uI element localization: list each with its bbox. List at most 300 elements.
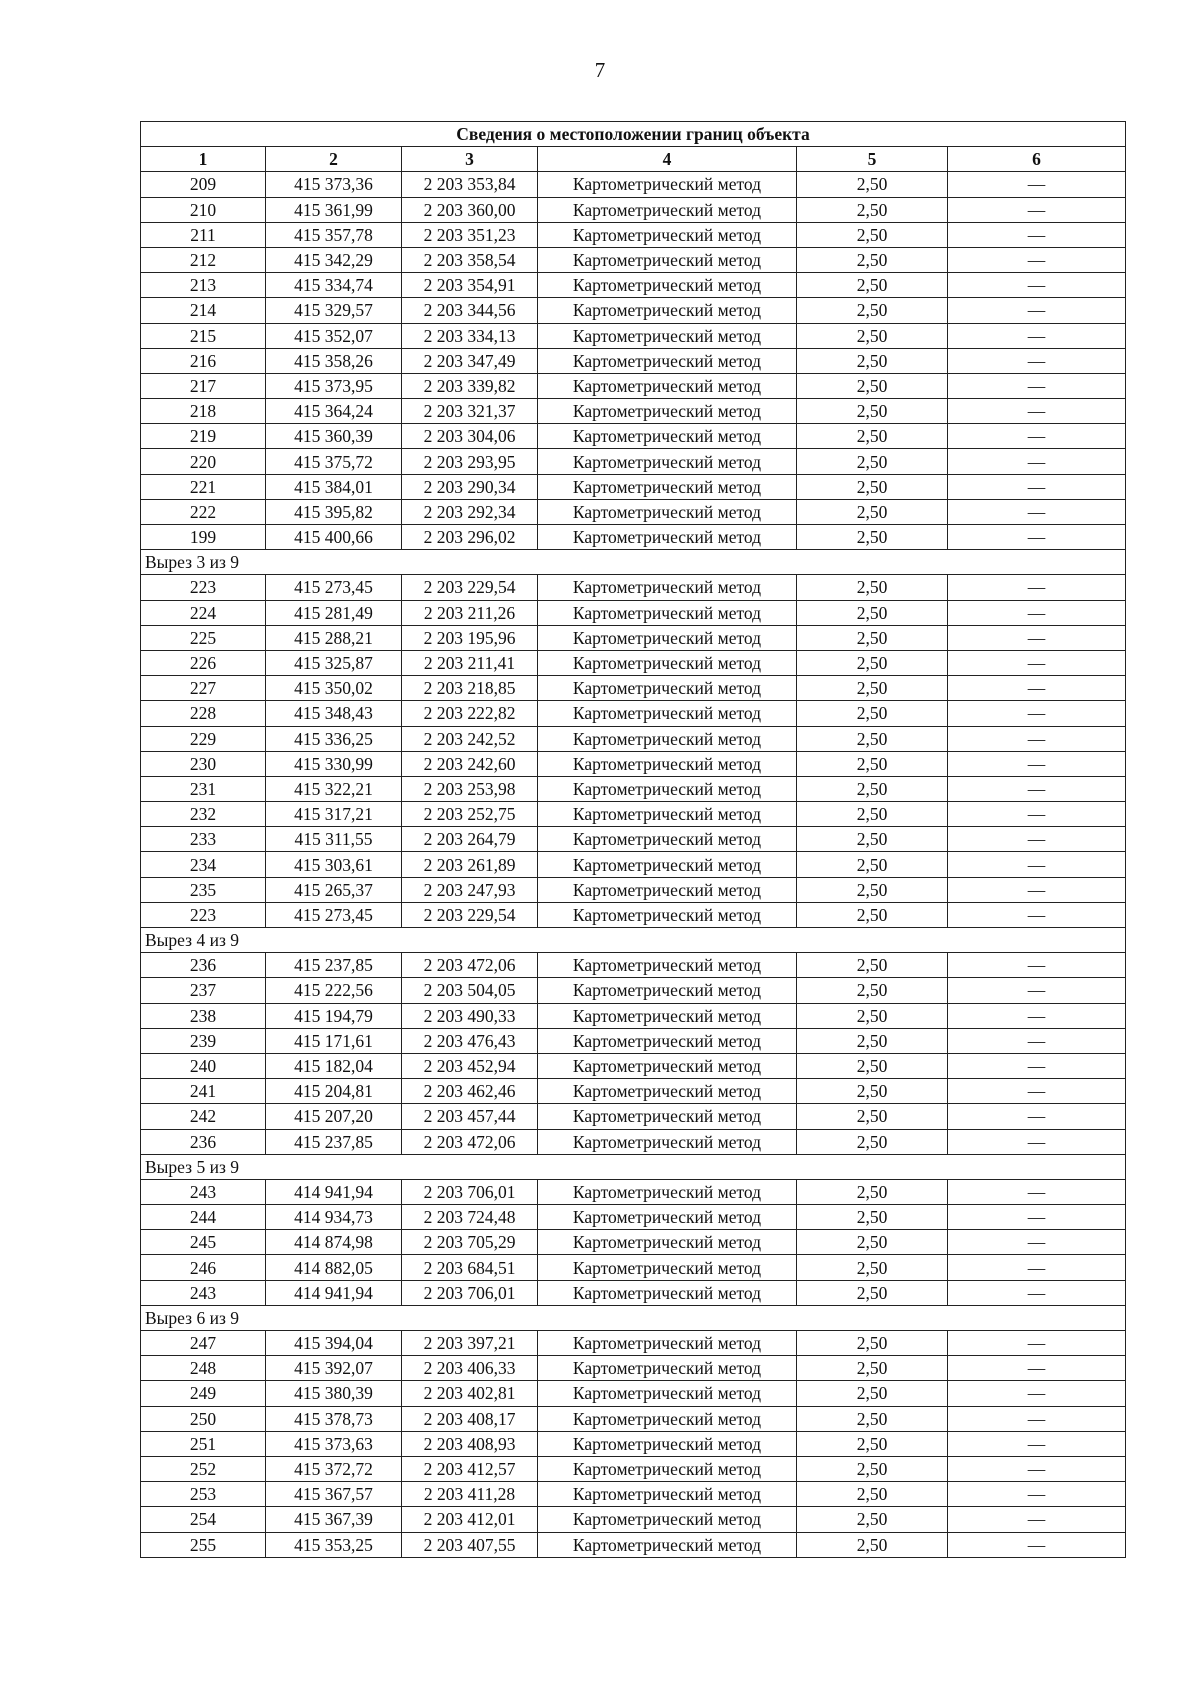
- x-coordinate-cell: 415 237,85: [266, 1129, 402, 1154]
- point-number-cell: 241: [141, 1079, 266, 1104]
- method-cell: Картометрический метод: [538, 1280, 797, 1305]
- point-number-cell: 244: [141, 1205, 266, 1230]
- table-row: [141, 625, 1126, 650]
- note-cell: —: [948, 1053, 1126, 1078]
- note-cell: —: [948, 751, 1126, 776]
- table-row: [141, 323, 1126, 348]
- accuracy-cell: 2,50: [797, 1179, 948, 1204]
- table-row: [141, 1431, 1126, 1456]
- point-number-cell: 255: [141, 1532, 266, 1557]
- table-row: [141, 1129, 1126, 1154]
- y-coordinate-cell: 2 203 411,28: [402, 1482, 538, 1507]
- x-coordinate-cell: 415 360,39: [266, 424, 402, 449]
- note-cell: —: [948, 1003, 1126, 1028]
- x-coordinate-cell: 415 373,63: [266, 1431, 402, 1456]
- note-cell: —: [948, 449, 1126, 474]
- table-row: [141, 1003, 1126, 1028]
- y-coordinate-cell: 2 203 407,55: [402, 1532, 538, 1557]
- x-coordinate-cell: 415 281,49: [266, 600, 402, 625]
- note-cell: —: [948, 676, 1126, 701]
- method-cell: Картометрический метод: [538, 1482, 797, 1507]
- y-coordinate-cell: 2 203 354,91: [402, 273, 538, 298]
- table-row: [141, 499, 1126, 524]
- method-cell: Картометрический метод: [538, 474, 797, 499]
- method-cell: Картометрический метод: [538, 625, 797, 650]
- table-row: [141, 1280, 1126, 1305]
- point-number-cell: 210: [141, 197, 266, 222]
- y-coordinate-cell: 2 203 457,44: [402, 1104, 538, 1129]
- x-coordinate-cell: 415 334,74: [266, 273, 402, 298]
- table-row: [141, 273, 1126, 298]
- table-row: [141, 726, 1126, 751]
- method-cell: Картометрический метод: [538, 247, 797, 272]
- x-coordinate-cell: 414 882,05: [266, 1255, 402, 1280]
- method-cell: Картометрический метод: [538, 600, 797, 625]
- x-coordinate-cell: 415 171,61: [266, 1028, 402, 1053]
- method-cell: Картометрический метод: [538, 1104, 797, 1129]
- section-row: [141, 928, 1126, 953]
- point-number-cell: 219: [141, 424, 266, 449]
- method-cell: Картометрический метод: [538, 424, 797, 449]
- accuracy-cell: 2,50: [797, 676, 948, 701]
- method-cell: Картометрический метод: [538, 953, 797, 978]
- method-cell: Картометрический метод: [538, 1507, 797, 1532]
- method-cell: Картометрический метод: [538, 902, 797, 927]
- note-cell: —: [948, 1104, 1126, 1129]
- point-number-cell: 220: [141, 449, 266, 474]
- accuracy-cell: 2,50: [797, 499, 948, 524]
- point-number-cell: 233: [141, 827, 266, 852]
- y-coordinate-cell: 2 203 412,01: [402, 1507, 538, 1532]
- point-number-cell: 227: [141, 676, 266, 701]
- note-cell: —: [948, 1205, 1126, 1230]
- method-cell: Картометрический метод: [538, 348, 797, 373]
- y-coordinate-cell: 2 203 472,06: [402, 953, 538, 978]
- accuracy-cell: 2,50: [797, 247, 948, 272]
- note-cell: —: [948, 902, 1126, 927]
- y-coordinate-cell: 2 203 360,00: [402, 197, 538, 222]
- point-number-cell: 248: [141, 1356, 266, 1381]
- point-number-cell: 243: [141, 1179, 266, 1204]
- accuracy-cell: 2,50: [797, 222, 948, 247]
- y-coordinate-cell: 2 203 402,81: [402, 1381, 538, 1406]
- method-cell: Картометрический метод: [538, 273, 797, 298]
- table-row: [141, 776, 1126, 801]
- page-number: 7: [594, 58, 606, 82]
- accuracy-cell: 2,50: [797, 1356, 948, 1381]
- table-row: [141, 1456, 1126, 1481]
- point-number-cell: 224: [141, 600, 266, 625]
- accuracy-cell: 2,50: [797, 600, 948, 625]
- table-row: [141, 978, 1126, 1003]
- note-cell: —: [948, 650, 1126, 675]
- table-row: [141, 1406, 1126, 1431]
- column-header-row: [141, 147, 1126, 172]
- point-number-cell: 211: [141, 222, 266, 247]
- accuracy-cell: 2,50: [797, 1331, 948, 1356]
- point-number-cell: 215: [141, 323, 266, 348]
- point-number-cell: 223: [141, 575, 266, 600]
- x-coordinate-cell: 415 375,72: [266, 449, 402, 474]
- y-coordinate-cell: 2 203 344,56: [402, 298, 538, 323]
- accuracy-cell: 2,50: [797, 1482, 948, 1507]
- x-coordinate-cell: 415 182,04: [266, 1053, 402, 1078]
- y-coordinate-cell: 2 203 242,60: [402, 751, 538, 776]
- x-coordinate-cell: 415 353,25: [266, 1532, 402, 1557]
- note-cell: —: [948, 575, 1126, 600]
- point-number-cell: 247: [141, 1331, 266, 1356]
- table-row: [141, 298, 1126, 323]
- accuracy-cell: 2,50: [797, 323, 948, 348]
- accuracy-cell: 2,50: [797, 424, 948, 449]
- note-cell: —: [948, 877, 1126, 902]
- y-coordinate-cell: 2 203 684,51: [402, 1255, 538, 1280]
- point-number-cell: 199: [141, 525, 266, 550]
- y-coordinate-cell: 2 203 472,06: [402, 1129, 538, 1154]
- point-number-cell: 238: [141, 1003, 266, 1028]
- x-coordinate-cell: 415 329,57: [266, 298, 402, 323]
- table-row: [141, 1356, 1126, 1381]
- y-coordinate-cell: 2 203 304,06: [402, 424, 538, 449]
- point-number-cell: 214: [141, 298, 266, 323]
- section-row: [141, 1305, 1126, 1330]
- method-cell: Картометрический метод: [538, 1179, 797, 1204]
- point-number-cell: 226: [141, 650, 266, 675]
- section-row: [141, 1154, 1126, 1179]
- x-coordinate-cell: 415 358,26: [266, 348, 402, 373]
- point-number-cell: 246: [141, 1255, 266, 1280]
- table-row: [141, 827, 1126, 852]
- table-row: [141, 197, 1126, 222]
- method-cell: Картометрический метод: [538, 399, 797, 424]
- note-cell: —: [948, 1129, 1126, 1154]
- note-cell: —: [948, 1532, 1126, 1557]
- accuracy-cell: 2,50: [797, 827, 948, 852]
- y-coordinate-cell: 2 203 247,93: [402, 877, 538, 902]
- table-row: [141, 1255, 1126, 1280]
- accuracy-cell: 2,50: [797, 877, 948, 902]
- accuracy-cell: 2,50: [797, 1053, 948, 1078]
- accuracy-cell: 2,50: [797, 852, 948, 877]
- y-coordinate-cell: 2 203 706,01: [402, 1280, 538, 1305]
- table-row: [141, 1053, 1126, 1078]
- table-row: [141, 172, 1126, 197]
- point-number-cell: 236: [141, 1129, 266, 1154]
- x-coordinate-cell: 415 325,87: [266, 650, 402, 675]
- x-coordinate-cell: 415 237,85: [266, 953, 402, 978]
- table-row: [141, 1532, 1126, 1557]
- y-coordinate-cell: 2 203 358,54: [402, 247, 538, 272]
- accuracy-cell: 2,50: [797, 172, 948, 197]
- accuracy-cell: 2,50: [797, 1003, 948, 1028]
- point-number-cell: 236: [141, 953, 266, 978]
- x-coordinate-cell: 415 367,39: [266, 1507, 402, 1532]
- note-cell: —: [948, 399, 1126, 424]
- table-row: [141, 399, 1126, 424]
- table-title-row: [141, 122, 1126, 147]
- x-coordinate-cell: 415 373,36: [266, 172, 402, 197]
- accuracy-cell: 2,50: [797, 1507, 948, 1532]
- section-label: Вырез 6 из 9: [141, 1305, 1126, 1330]
- accuracy-cell: 2,50: [797, 298, 948, 323]
- method-cell: Картометрический метод: [538, 1406, 797, 1431]
- section-row: [141, 550, 1126, 575]
- table-row: [141, 902, 1126, 927]
- x-coordinate-cell: 415 378,73: [266, 1406, 402, 1431]
- accuracy-cell: 2,50: [797, 1230, 948, 1255]
- accuracy-cell: 2,50: [797, 802, 948, 827]
- accuracy-cell: 2,50: [797, 701, 948, 726]
- table-row: [141, 877, 1126, 902]
- method-cell: Картометрический метод: [538, 449, 797, 474]
- accuracy-cell: 2,50: [797, 1255, 948, 1280]
- y-coordinate-cell: 2 203 195,96: [402, 625, 538, 650]
- note-cell: —: [948, 348, 1126, 373]
- y-coordinate-cell: 2 203 211,41: [402, 650, 538, 675]
- table-row: [141, 1482, 1126, 1507]
- note-cell: —: [948, 247, 1126, 272]
- column-header: 3: [402, 147, 538, 172]
- x-coordinate-cell: 415 348,43: [266, 701, 402, 726]
- table-row: [141, 1507, 1126, 1532]
- point-number-cell: 229: [141, 726, 266, 751]
- table-row: [141, 424, 1126, 449]
- method-cell: Картометрический метод: [538, 1331, 797, 1356]
- method-cell: Картометрический метод: [538, 1003, 797, 1028]
- point-number-cell: 252: [141, 1456, 266, 1481]
- x-coordinate-cell: 415 330,99: [266, 751, 402, 776]
- method-cell: Картометрический метод: [538, 751, 797, 776]
- method-cell: Картометрический метод: [538, 323, 797, 348]
- method-cell: Картометрический метод: [538, 776, 797, 801]
- x-coordinate-cell: 415 342,29: [266, 247, 402, 272]
- y-coordinate-cell: 2 203 218,85: [402, 676, 538, 701]
- point-number-cell: 216: [141, 348, 266, 373]
- y-coordinate-cell: 2 203 351,23: [402, 222, 538, 247]
- accuracy-cell: 2,50: [797, 1532, 948, 1557]
- accuracy-cell: 2,50: [797, 1381, 948, 1406]
- method-cell: Картометрический метод: [538, 1129, 797, 1154]
- table-row: [141, 600, 1126, 625]
- point-number-cell: 230: [141, 751, 266, 776]
- x-coordinate-cell: 415 222,56: [266, 978, 402, 1003]
- table-row: [141, 802, 1126, 827]
- y-coordinate-cell: 2 203 353,84: [402, 172, 538, 197]
- x-coordinate-cell: 415 352,07: [266, 323, 402, 348]
- accuracy-cell: 2,50: [797, 273, 948, 298]
- point-number-cell: 254: [141, 1507, 266, 1532]
- x-coordinate-cell: 414 874,98: [266, 1230, 402, 1255]
- accuracy-cell: 2,50: [797, 650, 948, 675]
- table-row: [141, 676, 1126, 701]
- accuracy-cell: 2,50: [797, 1104, 948, 1129]
- table-row: [141, 1205, 1126, 1230]
- accuracy-cell: 2,50: [797, 1028, 948, 1053]
- table-row: [141, 348, 1126, 373]
- method-cell: Картометрический метод: [538, 1079, 797, 1104]
- note-cell: —: [948, 1406, 1126, 1431]
- accuracy-cell: 2,50: [797, 978, 948, 1003]
- accuracy-cell: 2,50: [797, 399, 948, 424]
- method-cell: Картометрический метод: [538, 197, 797, 222]
- x-coordinate-cell: 415 400,66: [266, 525, 402, 550]
- accuracy-cell: 2,50: [797, 525, 948, 550]
- y-coordinate-cell: 2 203 408,17: [402, 1406, 538, 1431]
- boundary-coordinates-table: [140, 121, 1126, 1558]
- y-coordinate-cell: 2 203 264,79: [402, 827, 538, 852]
- y-coordinate-cell: 2 203 292,34: [402, 499, 538, 524]
- point-number-cell: 234: [141, 852, 266, 877]
- y-coordinate-cell: 2 203 290,34: [402, 474, 538, 499]
- point-number-cell: 253: [141, 1482, 266, 1507]
- note-cell: —: [948, 323, 1126, 348]
- note-cell: —: [948, 499, 1126, 524]
- note-cell: —: [948, 1280, 1126, 1305]
- point-number-cell: 221: [141, 474, 266, 499]
- point-number-cell: 228: [141, 701, 266, 726]
- method-cell: Картометрический метод: [538, 802, 797, 827]
- point-number-cell: 218: [141, 399, 266, 424]
- point-number-cell: 213: [141, 273, 266, 298]
- table-row: [141, 474, 1126, 499]
- table-row: [141, 650, 1126, 675]
- point-number-cell: 249: [141, 1381, 266, 1406]
- note-cell: —: [948, 474, 1126, 499]
- accuracy-cell: 2,50: [797, 902, 948, 927]
- note-cell: —: [948, 197, 1126, 222]
- column-header: 4: [538, 147, 797, 172]
- method-cell: Картометрический метод: [538, 172, 797, 197]
- x-coordinate-cell: 414 941,94: [266, 1280, 402, 1305]
- table-row: [141, 852, 1126, 877]
- column-header: 1: [141, 147, 266, 172]
- x-coordinate-cell: 415 392,07: [266, 1356, 402, 1381]
- y-coordinate-cell: 2 203 242,52: [402, 726, 538, 751]
- point-number-cell: 212: [141, 247, 266, 272]
- column-header: 6: [948, 147, 1126, 172]
- y-coordinate-cell: 2 203 408,93: [402, 1431, 538, 1456]
- accuracy-cell: 2,50: [797, 1280, 948, 1305]
- point-number-cell: 251: [141, 1431, 266, 1456]
- y-coordinate-cell: 2 203 296,02: [402, 525, 538, 550]
- column-header: 5: [797, 147, 948, 172]
- method-cell: Картометрический метод: [538, 1205, 797, 1230]
- y-coordinate-cell: 2 203 490,33: [402, 1003, 538, 1028]
- point-number-cell: 239: [141, 1028, 266, 1053]
- note-cell: —: [948, 1230, 1126, 1255]
- table-row: [141, 1381, 1126, 1406]
- x-coordinate-cell: 415 364,24: [266, 399, 402, 424]
- accuracy-cell: 2,50: [797, 1079, 948, 1104]
- point-number-cell: 235: [141, 877, 266, 902]
- method-cell: Картометрический метод: [538, 1255, 797, 1280]
- point-number-cell: 250: [141, 1406, 266, 1431]
- note-cell: —: [948, 1079, 1126, 1104]
- note-cell: —: [948, 525, 1126, 550]
- accuracy-cell: 2,50: [797, 1456, 948, 1481]
- point-number-cell: 217: [141, 373, 266, 398]
- y-coordinate-cell: 2 203 229,54: [402, 575, 538, 600]
- note-cell: —: [948, 1431, 1126, 1456]
- note-cell: —: [948, 1482, 1126, 1507]
- note-cell: —: [948, 852, 1126, 877]
- table-row: [141, 449, 1126, 474]
- point-number-cell: 223: [141, 902, 266, 927]
- table-row: [141, 1028, 1126, 1053]
- method-cell: Картометрический метод: [538, 701, 797, 726]
- accuracy-cell: 2,50: [797, 1406, 948, 1431]
- point-number-cell: 242: [141, 1104, 266, 1129]
- x-coordinate-cell: 415 395,82: [266, 499, 402, 524]
- y-coordinate-cell: 2 203 406,33: [402, 1356, 538, 1381]
- point-number-cell: 222: [141, 499, 266, 524]
- x-coordinate-cell: 415 350,02: [266, 676, 402, 701]
- y-coordinate-cell: 2 203 476,43: [402, 1028, 538, 1053]
- note-cell: —: [948, 1381, 1126, 1406]
- y-coordinate-cell: 2 203 347,49: [402, 348, 538, 373]
- method-cell: Картометрический метод: [538, 676, 797, 701]
- table-row: [141, 1104, 1126, 1129]
- x-coordinate-cell: 415 207,20: [266, 1104, 402, 1129]
- table-row: [141, 1331, 1126, 1356]
- y-coordinate-cell: 2 203 334,13: [402, 323, 538, 348]
- method-cell: Картометрический метод: [538, 575, 797, 600]
- note-cell: —: [948, 273, 1126, 298]
- y-coordinate-cell: 2 203 222,82: [402, 701, 538, 726]
- section-label: Вырез 3 из 9: [141, 550, 1126, 575]
- y-coordinate-cell: 2 203 504,05: [402, 978, 538, 1003]
- method-cell: Картометрический метод: [538, 1381, 797, 1406]
- point-number-cell: 231: [141, 776, 266, 801]
- x-coordinate-cell: 415 361,99: [266, 197, 402, 222]
- y-coordinate-cell: 2 203 412,57: [402, 1456, 538, 1481]
- section-label: Вырез 4 из 9: [141, 928, 1126, 953]
- x-coordinate-cell: 415 265,37: [266, 877, 402, 902]
- table-row: [141, 373, 1126, 398]
- method-cell: Картометрический метод: [538, 499, 797, 524]
- note-cell: —: [948, 1356, 1126, 1381]
- method-cell: Картометрический метод: [538, 1053, 797, 1078]
- note-cell: —: [948, 373, 1126, 398]
- method-cell: Картометрический метод: [538, 298, 797, 323]
- table-row: [141, 247, 1126, 272]
- y-coordinate-cell: 2 203 724,48: [402, 1205, 538, 1230]
- note-cell: —: [948, 625, 1126, 650]
- y-coordinate-cell: 2 203 321,37: [402, 399, 538, 424]
- table-title: Сведения о местоположении границ объекта: [141, 122, 1126, 147]
- method-cell: Картометрический метод: [538, 852, 797, 877]
- x-coordinate-cell: 414 941,94: [266, 1179, 402, 1204]
- y-coordinate-cell: 2 203 705,29: [402, 1230, 538, 1255]
- method-cell: Картометрический метод: [538, 1532, 797, 1557]
- method-cell: Картометрический метод: [538, 726, 797, 751]
- table-row: [141, 525, 1126, 550]
- accuracy-cell: 2,50: [797, 625, 948, 650]
- x-coordinate-cell: 415 204,81: [266, 1079, 402, 1104]
- note-cell: —: [948, 978, 1126, 1003]
- point-number-cell: 237: [141, 978, 266, 1003]
- note-cell: —: [948, 424, 1126, 449]
- accuracy-cell: 2,50: [797, 197, 948, 222]
- accuracy-cell: 2,50: [797, 575, 948, 600]
- x-coordinate-cell: 415 357,78: [266, 222, 402, 247]
- table-row: [141, 701, 1126, 726]
- y-coordinate-cell: 2 203 253,98: [402, 776, 538, 801]
- y-coordinate-cell: 2 203 211,26: [402, 600, 538, 625]
- method-cell: Картометрический метод: [538, 222, 797, 247]
- x-coordinate-cell: 415 273,45: [266, 575, 402, 600]
- y-coordinate-cell: 2 203 397,21: [402, 1331, 538, 1356]
